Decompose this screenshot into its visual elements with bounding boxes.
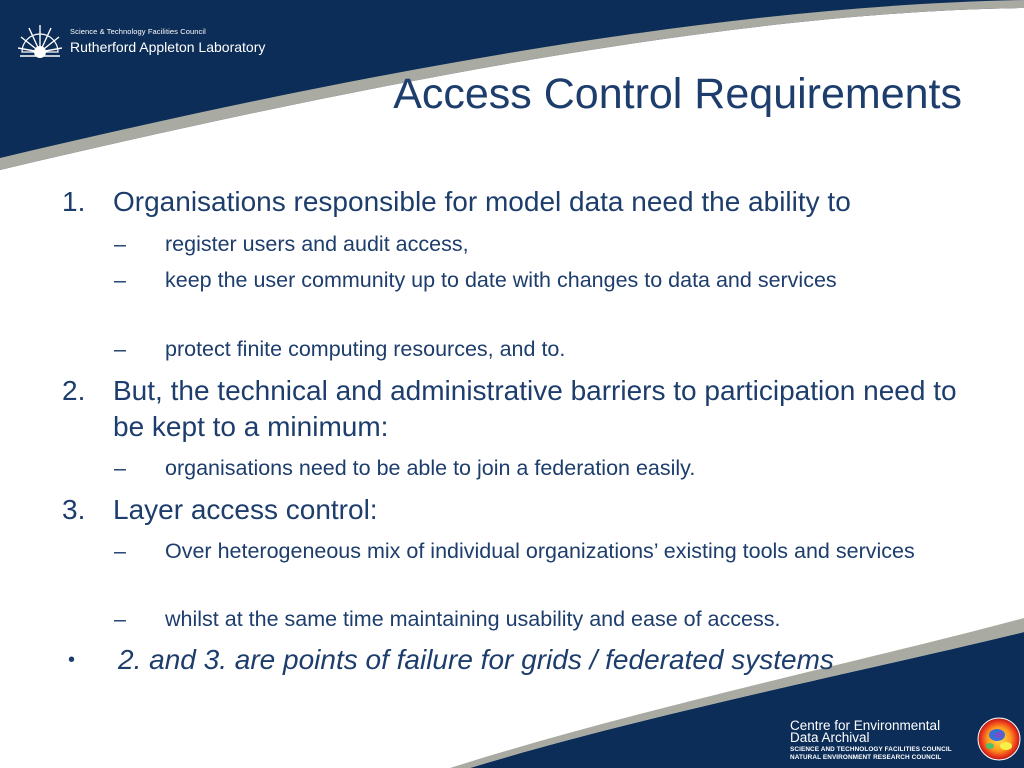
sub-item-text: register users and audit access, xyxy=(165,232,469,256)
ceda-logo xyxy=(790,716,1024,768)
sub-item-text: whilst at the same time maintaining usability and ease of access. xyxy=(165,607,781,631)
ceda-council-stfc: SCIENCE AND TECHNOLOGY FACILITIES COUNCIL xyxy=(790,746,952,753)
dash-bullet: – xyxy=(114,232,126,256)
sub-item-text: organisations need to be able to join a federation easily. xyxy=(165,456,696,480)
sub-item-text: Over heterogeneous mix of individual organizations’ existing tools and services xyxy=(165,539,915,563)
list-item-text: But, the technical and administrative barriers to participation need to be kept to a minimum: xyxy=(113,375,957,442)
org-title: Rutherford Appleton Laboratory xyxy=(70,39,266,55)
bullet-dot: • xyxy=(68,649,76,671)
list-number: 3. xyxy=(62,494,86,525)
sunburst-icon xyxy=(18,22,62,62)
dash-bullet: – xyxy=(114,456,126,480)
dash-bullet: – xyxy=(114,539,126,563)
ceda-name-line2: Data Archival xyxy=(790,730,870,745)
dash-bullet: – xyxy=(114,337,126,361)
stfc-logo xyxy=(18,22,278,64)
dash-bullet: – xyxy=(114,607,126,631)
ceda-name-line1: Centre for Environmental xyxy=(790,718,941,733)
list-item-text: Layer access control: xyxy=(113,494,378,525)
list-item-text: Organisations responsible for model data need the ability to xyxy=(113,186,851,217)
org-subtitle: Science & Technology Facilities Council xyxy=(70,27,206,36)
ceda-council-nerc: NATURAL ENVIRONMENT RESEARCH COUNCIL xyxy=(790,754,942,761)
sub-item-text: protect finite computing resources, and to. xyxy=(165,337,566,361)
dash-bullet: – xyxy=(114,268,126,292)
list-number: 2. xyxy=(62,375,86,406)
globe-icon xyxy=(976,716,1022,762)
sub-item-text: keep the user community up to date with changes to data and services xyxy=(165,268,837,292)
note-text: 2. and 3. are points of failure for grids / federated systems xyxy=(118,644,834,675)
list-number: 1. xyxy=(62,186,86,217)
slide-title: Access Control Requirements xyxy=(393,70,962,118)
